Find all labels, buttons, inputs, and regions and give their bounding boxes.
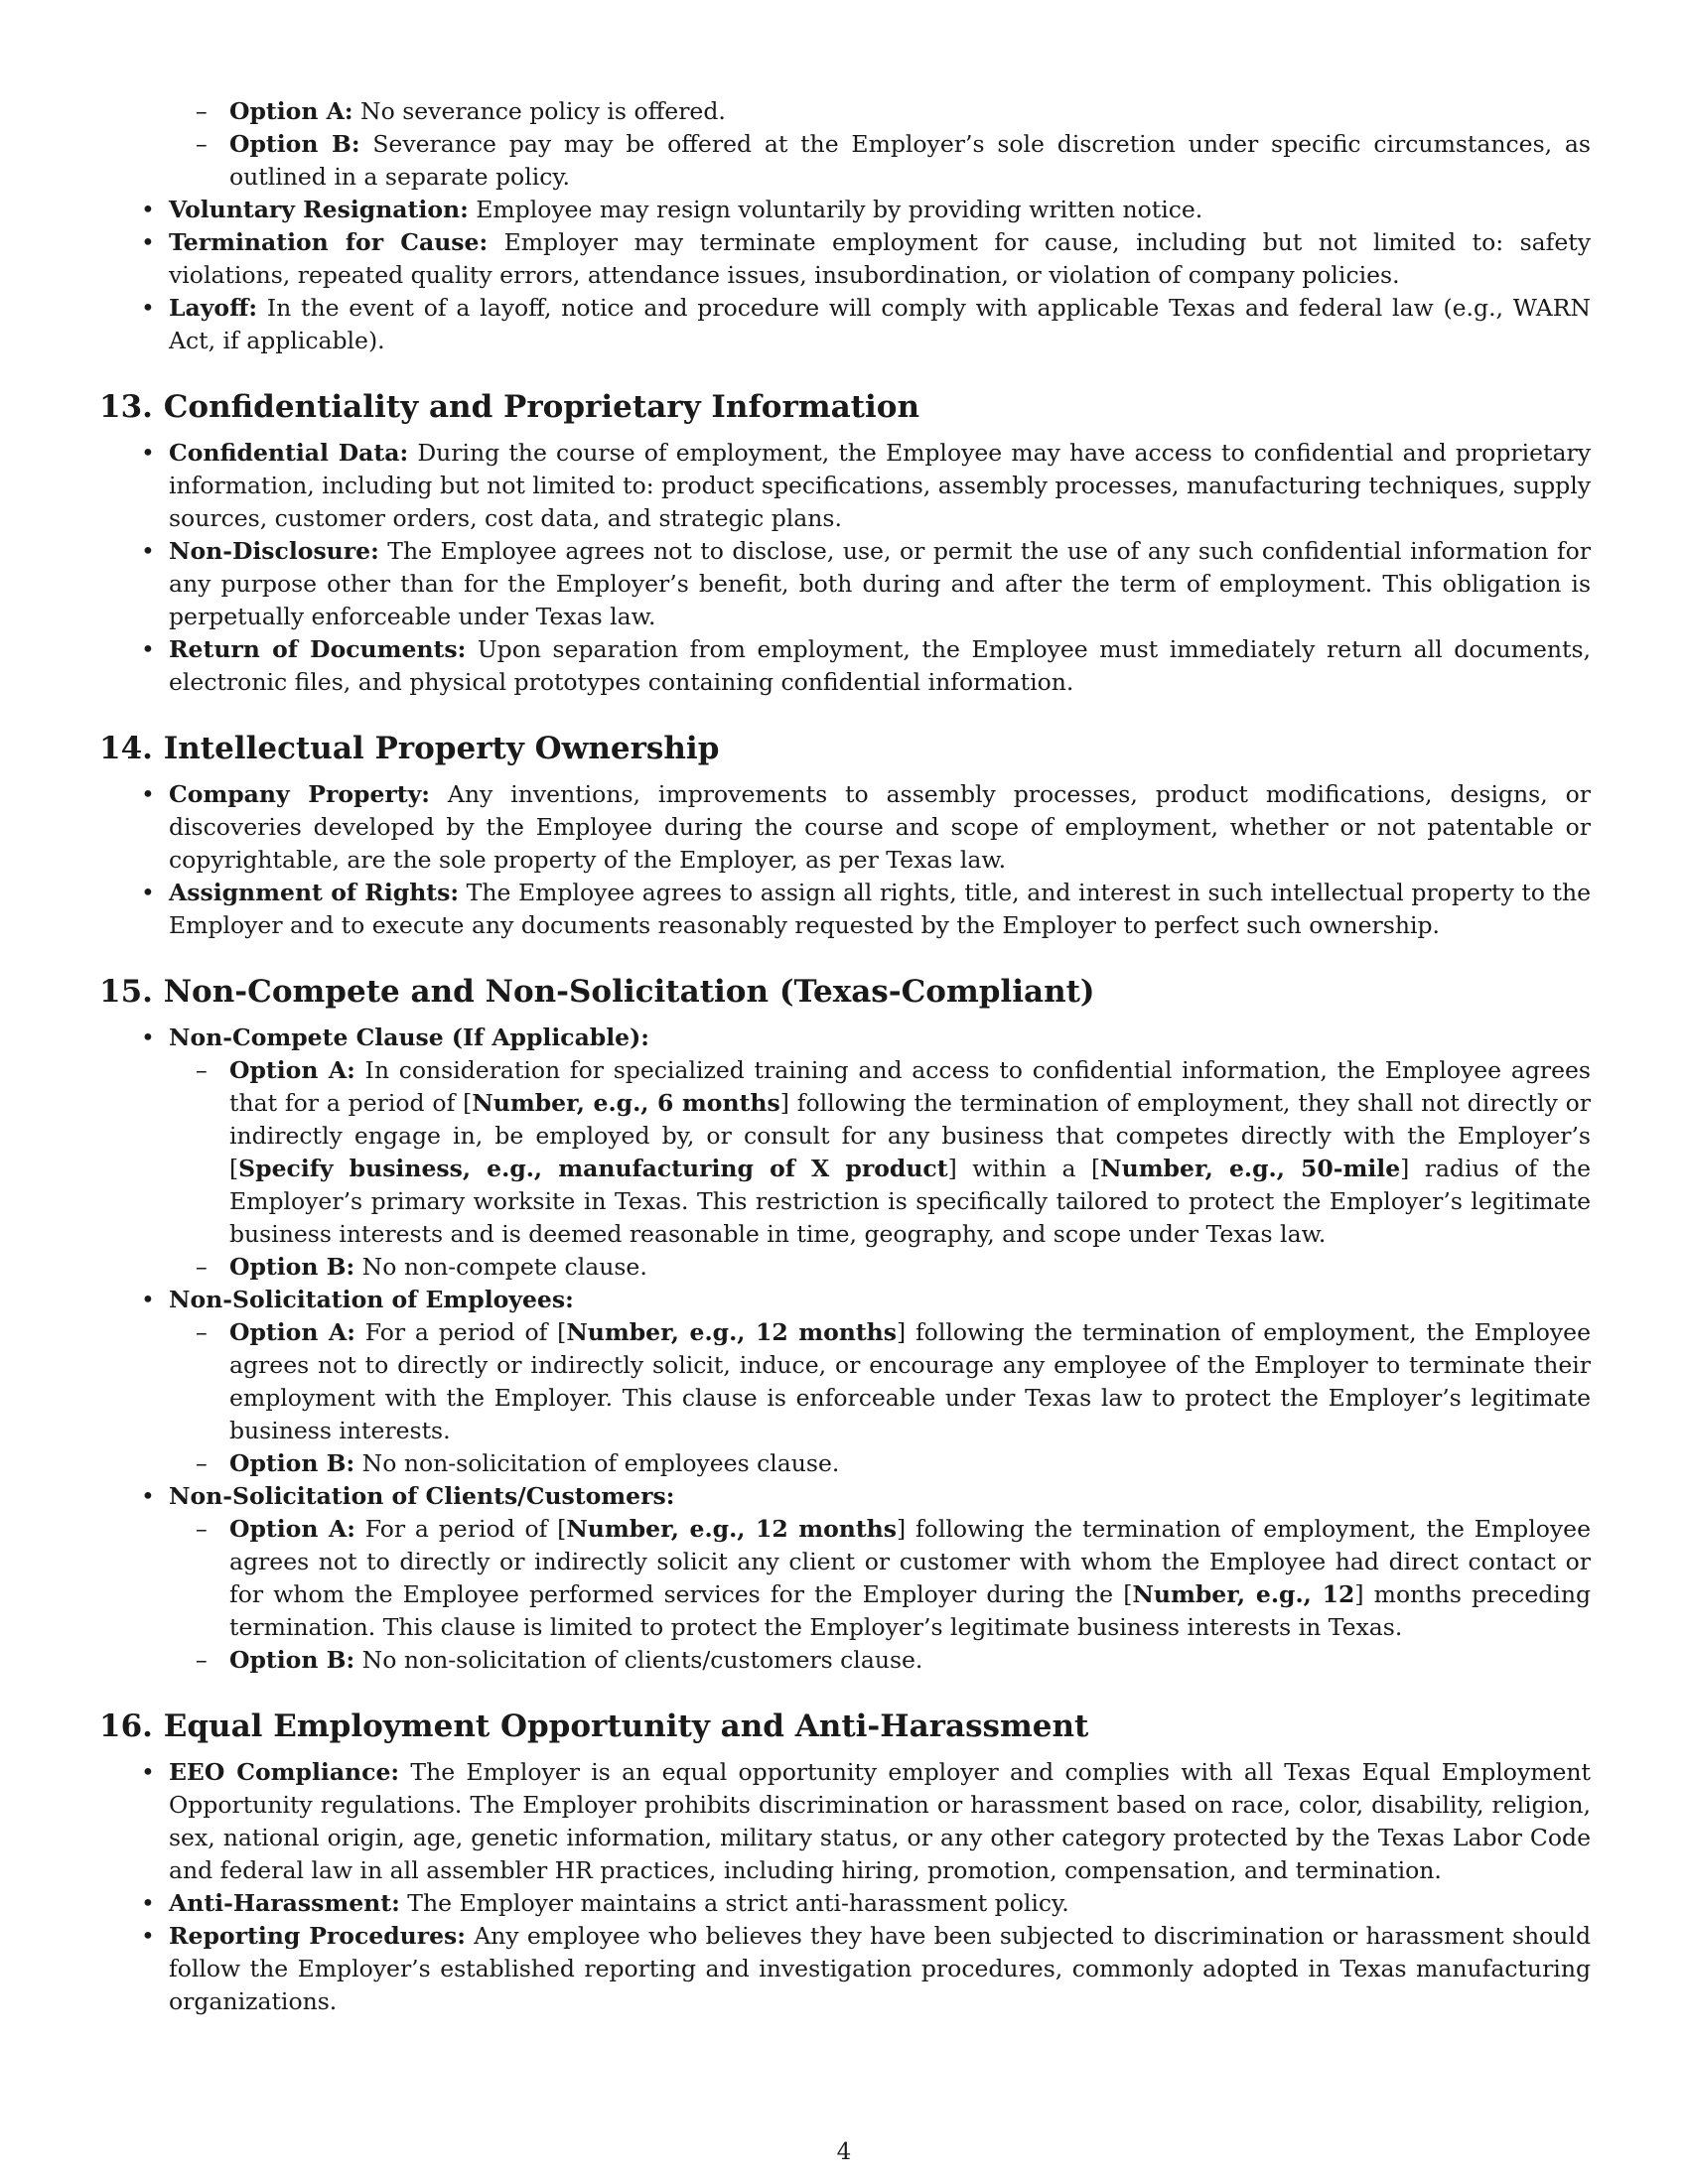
placeholder-text: Number, e.g., 12 months bbox=[566, 1515, 897, 1543]
section-15 bbox=[99, 972, 1591, 1677]
option-text: ] radius of the Employer’s primary worksite in Texas. This restriction is specifically tailored to protect the Employer’s legitimate business interests and is deemed reasonable in time, geography, and scope under Texas law. bbox=[229, 1155, 1591, 1248]
item-text: Any inventions, improvements to assembly processes, product modifications, designs, or discoveries developed by the Employee during the course and scope of employment, whether or not patentable or copyrightable, are the sole property of the Employer, as per Texas law. bbox=[169, 780, 1592, 874]
option-text: No severance policy is offered. bbox=[352, 97, 726, 125]
dash-marker: – bbox=[196, 1646, 208, 1674]
list-item bbox=[99, 1920, 1591, 2018]
item-text: Employer may terminate employment for cause, including but not limited to: safety violations, repeated quality errors, attendance issues, insubordination, or violation of company policies. bbox=[169, 228, 1591, 289]
list-item bbox=[99, 1644, 1591, 1677]
item-label: Non-Disclosure: bbox=[169, 537, 379, 565]
bullet-marker: • bbox=[141, 1889, 155, 1917]
item-label: Return of Documents: bbox=[169, 635, 467, 663]
item-text: The Employee agrees to assign all rights, title, and interest in such intellectual property to the Employer and to execute any documents reasonably requested by the Employer to perfect such ownership. bbox=[169, 879, 1591, 939]
section-heading: 14. Intellectual Property Ownership bbox=[99, 731, 720, 766]
item-label: Company Property: bbox=[169, 780, 430, 808]
list-item bbox=[99, 1054, 1591, 1251]
section-16 bbox=[99, 1706, 1591, 2018]
termination-list bbox=[99, 194, 1591, 357]
option-text: For a period of [ bbox=[354, 1515, 567, 1543]
section-heading: 15. Non-Compete and Non-Solicitation (Texas-Compliant) bbox=[99, 974, 1095, 1010]
dash-marker: – bbox=[196, 130, 208, 158]
document-page bbox=[99, 95, 1591, 2018]
item-text: Upon separation from employment, the Employee must immediately return all documents, electronic files, and physical prototypes containing confidential information. bbox=[169, 635, 1591, 696]
option-label: Option B: bbox=[229, 1253, 355, 1281]
section-heading: 16. Equal Employment Opportunity and Anti-Harassment bbox=[99, 1708, 1089, 1744]
option-text: For a period of [ bbox=[354, 1318, 567, 1346]
section-list bbox=[99, 437, 1591, 699]
list-item bbox=[99, 778, 1591, 877]
list-item bbox=[99, 1756, 1591, 1887]
bullet-marker: • bbox=[141, 228, 155, 256]
option-label: Option A: bbox=[229, 1056, 355, 1084]
option-text: No non-compete clause. bbox=[354, 1253, 647, 1281]
placeholder-text: Number, e.g., 12 bbox=[1132, 1580, 1355, 1608]
option-text: ] following the termination of employment, they shall not directly or indirectly engage in, be employed by, or consult for any business that competes directly with the Employer’s [ bbox=[229, 1089, 1591, 1182]
dash-marker: – bbox=[196, 1318, 208, 1346]
option-text: ] following the termination of employment, the Employee agrees not to directly or indirectly solicit any client or customer with whom the Employee had direct contact or for whom the Employee performed services for the Employer during the [ bbox=[229, 1515, 1591, 1608]
option-label: Option B: bbox=[229, 130, 360, 158]
item-label: Voluntary Resignation: bbox=[169, 196, 469, 223]
item-text: Any employee who believes they have been subjected to discrimination or harassment should follow the Employer’s established reporting and investigation procedures, commonly adopted in Texas manufacturing organizations. bbox=[169, 1922, 1591, 2015]
section-list bbox=[99, 1022, 1591, 1677]
list-item bbox=[99, 1447, 1591, 1480]
dash-marker: – bbox=[196, 1449, 208, 1477]
bullet-marker: • bbox=[141, 537, 155, 565]
placeholder-text: Number, e.g., 50-mile bbox=[1100, 1155, 1401, 1182]
dash-marker: – bbox=[196, 1515, 208, 1543]
section-list bbox=[99, 778, 1591, 942]
dash-marker: – bbox=[196, 97, 208, 125]
section-14 bbox=[99, 729, 1591, 942]
item-label: Assignment of Rights: bbox=[169, 879, 460, 906]
list-item-non-compete bbox=[99, 1022, 1591, 1054]
list-item bbox=[99, 437, 1591, 535]
bullet-marker: • bbox=[141, 1758, 155, 1786]
list-item bbox=[99, 1887, 1591, 1920]
item-label: Confidential Data: bbox=[169, 439, 409, 467]
list-item-non-solicitation-clients bbox=[99, 1480, 1591, 1513]
option-text: No non-solicitation of clients/customers clause. bbox=[354, 1646, 923, 1674]
placeholder-text: Specify business, e.g., manufacturing of X product bbox=[238, 1155, 948, 1182]
page-number: 4 bbox=[836, 2139, 852, 2165]
item-text: The Employer is an equal opportunity employer and complies with all Texas Equal Employment Opportunity regulations. The Employer prohibits discrimination or harassment based on race, color, disability, religion, sex, national origin, age, genetic information, military status, or any other category protected by the Texas Labor Code and federal law in all assembler HR practices, including hiring, promotion, compensation, and termination. bbox=[169, 1758, 1591, 1884]
placeholder-text: Number, e.g., 6 months bbox=[472, 1089, 780, 1117]
item-label: Reporting Procedures: bbox=[169, 1922, 466, 1950]
item-label: EEO Compliance: bbox=[169, 1758, 400, 1786]
bullet-marker: • bbox=[141, 439, 155, 467]
option-text: ] following the termination of employment, the Employee agrees not to directly or indirectly solicit, induce, or encourage any employee of the Employer to terminate their employment with the Employer. This clause is enforceable under Texas law to protect the Employer’s legitimate business interests. bbox=[229, 1318, 1591, 1444]
bullet-marker: • bbox=[141, 1024, 155, 1051]
list-item bbox=[99, 194, 1591, 226]
item-text: In the event of a layoff, notice and procedure will comply with applicable Texas and federal law (e.g., WARN Act, if applicable). bbox=[169, 294, 1591, 354]
item-text: During the course of employment, the Employee may have access to confidential and proprietary information, including but not limited to: product specifications, assembly processes, manufacturing techniques, supply sources, customer orders, cost data, and strategic plans. bbox=[169, 439, 1591, 532]
bullet-marker: • bbox=[141, 780, 155, 808]
section-list bbox=[99, 1756, 1591, 2018]
bullet-marker: • bbox=[141, 1286, 155, 1313]
section-13 bbox=[99, 387, 1591, 699]
option-label: Option A: bbox=[229, 1515, 355, 1543]
item-text: The Employer maintains a strict anti-harassment policy. bbox=[399, 1889, 1069, 1917]
bullet-marker: • bbox=[141, 294, 155, 322]
option-label: Option A: bbox=[229, 1318, 355, 1346]
item-label: Layoff: bbox=[169, 294, 258, 322]
list-item bbox=[99, 128, 1591, 194]
list-item-non-solicitation-employees bbox=[99, 1284, 1591, 1316]
bullet-marker: • bbox=[141, 196, 155, 223]
option-text: No non-solicitation of employees clause. bbox=[354, 1449, 840, 1477]
dash-marker: – bbox=[196, 1253, 208, 1281]
item-label: Anti-Harassment: bbox=[169, 1889, 400, 1917]
list-item bbox=[99, 633, 1591, 699]
item-label: Termination for Cause: bbox=[169, 228, 489, 256]
list-item bbox=[99, 877, 1591, 942]
option-text: In consideration for specialized training and access to confidential information, the Employee agrees that for a period of [ bbox=[229, 1056, 1591, 1117]
item-text: Employee may resign voluntarily by providing written notice. bbox=[468, 196, 1203, 223]
option-text: ] within a [ bbox=[947, 1155, 1101, 1182]
section-heading: 13. Confidentiality and Proprietary Information bbox=[99, 389, 919, 425]
option-text: Severance pay may be offered at the Employer’s sole discretion under specific circumstances, as outlined in a separate policy. bbox=[229, 130, 1591, 191]
severance-options-list bbox=[99, 95, 1591, 194]
list-item bbox=[99, 95, 1591, 128]
bullet-marker: • bbox=[141, 1482, 155, 1510]
dash-marker: – bbox=[196, 1056, 208, 1084]
option-text: ] months preceding termination. This clause is limited to protect the Employer’s legitimate business interests in Texas. bbox=[229, 1580, 1591, 1641]
list-item bbox=[99, 292, 1591, 357]
item-label: Non-Solicitation of Clients/Customers: bbox=[169, 1482, 675, 1510]
item-label: Non-Compete Clause (If Applicable): bbox=[169, 1024, 649, 1051]
list-item bbox=[99, 1513, 1591, 1644]
list-item bbox=[99, 1316, 1591, 1447]
bullet-marker: • bbox=[141, 879, 155, 906]
bullet-marker: • bbox=[141, 1922, 155, 1950]
item-label: Non-Solicitation of Employees: bbox=[169, 1286, 574, 1313]
list-item bbox=[99, 535, 1591, 633]
bullet-marker: • bbox=[141, 635, 155, 663]
placeholder-text: Number, e.g., 12 months bbox=[566, 1318, 897, 1346]
option-label: Option B: bbox=[229, 1449, 355, 1477]
option-label: Option A: bbox=[229, 97, 353, 125]
list-item bbox=[99, 1251, 1591, 1284]
option-label: Option B: bbox=[229, 1646, 355, 1674]
item-text: The Employee agrees not to disclose, use, or permit the use of any such confidential information for any purpose other than for the Employer’s benefit, both during and after the term of employment. This obligation is perpetually enforceable under Texas law. bbox=[169, 537, 1591, 630]
list-item bbox=[99, 226, 1591, 292]
